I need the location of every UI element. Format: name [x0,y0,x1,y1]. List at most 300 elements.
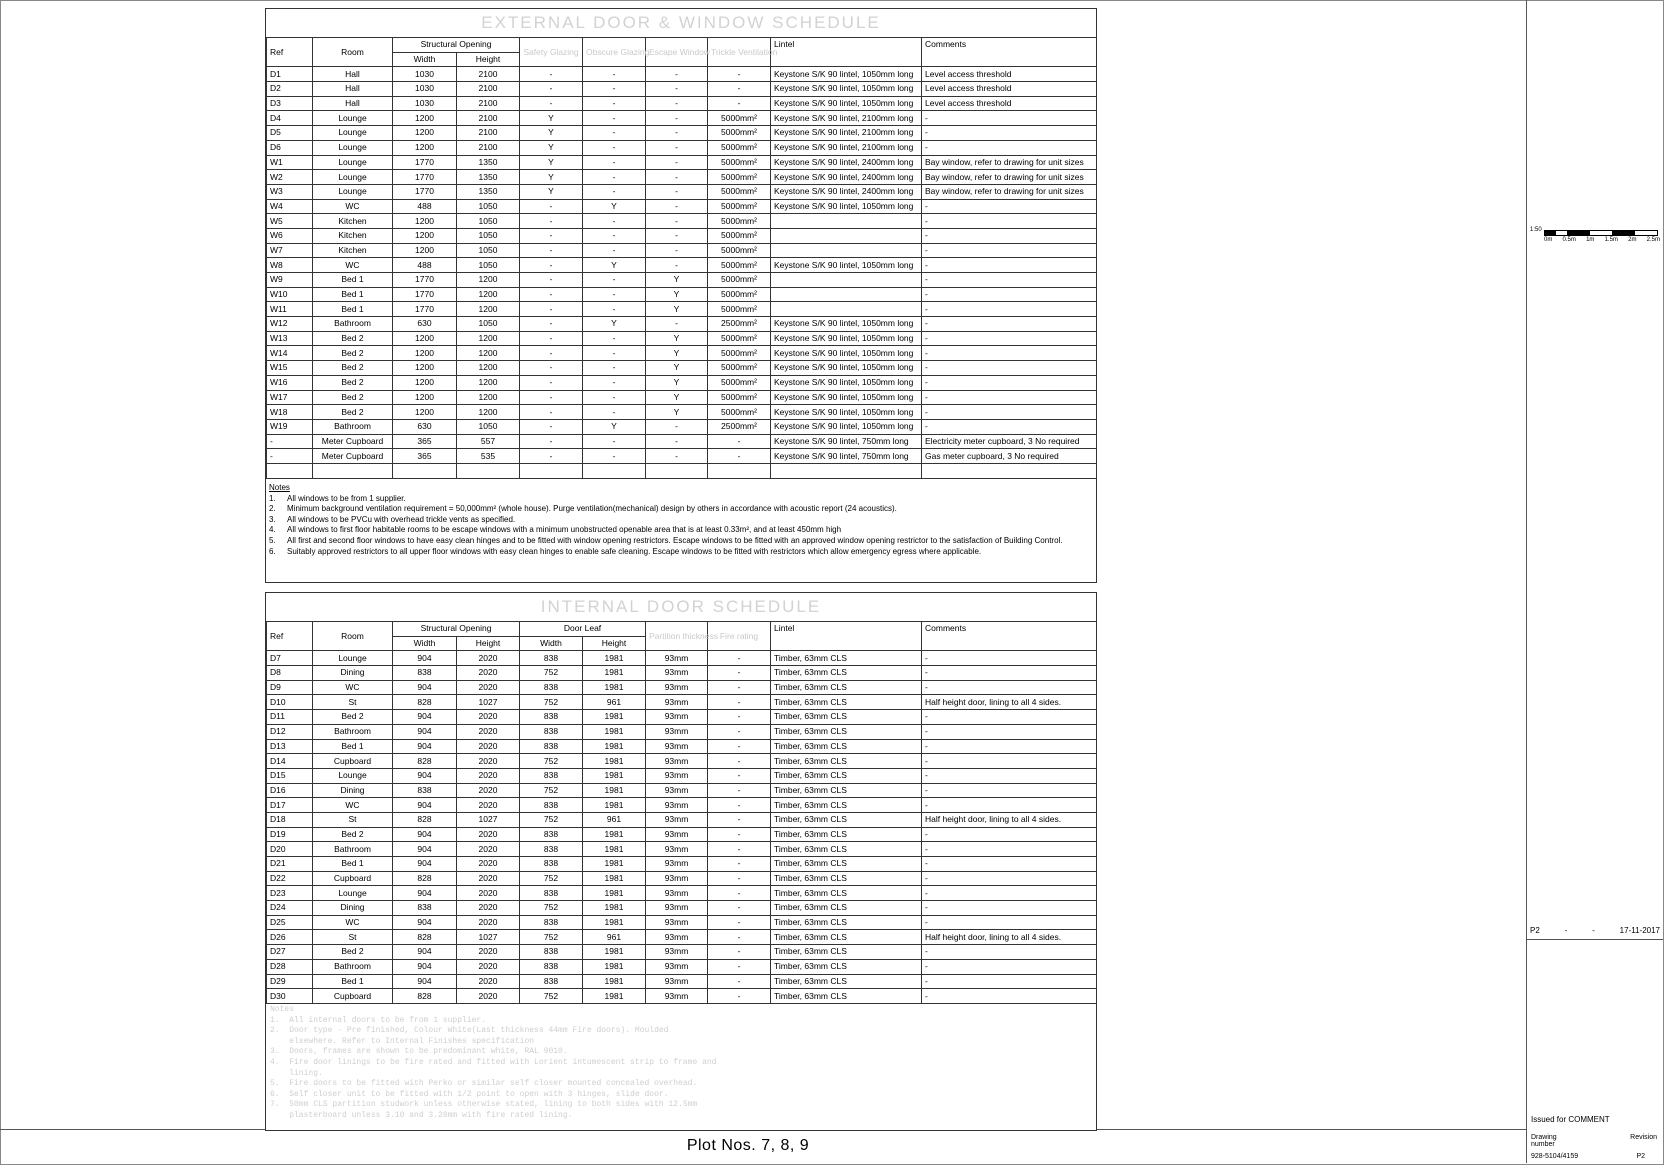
cell-leaf-width: 838 [520,739,583,754]
cell-ref: W11 [267,302,313,317]
table-row [267,405,1097,420]
title-strip [1526,0,1664,1163]
scale-tick-label: 0m [1544,237,1553,243]
cell-comments: - [922,331,1097,346]
table-row [267,155,1097,170]
cell-partition: 93mm [646,901,708,916]
cell-fire-rating: - [708,959,771,974]
cell-fire-rating: - [708,680,771,695]
cell-lintel: Keystone S/K 90 lintel, 2100mm long [771,111,922,126]
cell-lintel: Timber, 63mm CLS [771,915,922,930]
cell-lintel: Timber, 63mm CLS [771,871,922,886]
internal-schedule-table [266,621,1097,1004]
cell-partition: 93mm [646,798,708,813]
cell-c4: 5000mm² [708,126,771,141]
cell-comments: - [922,140,1097,155]
cell-c3: - [646,155,708,170]
cell-width: 904 [393,959,457,974]
cell-comments: - [922,959,1097,974]
cell-ref: D11 [267,710,313,725]
cell-room: Cupboard [313,754,393,769]
cell-comments: - [922,901,1097,916]
cell-c4: 5000mm² [708,346,771,361]
cell-ref: W5 [267,214,313,229]
cell-lintel: Timber, 63mm CLS [771,680,922,695]
cell-fire-rating: - [708,651,771,666]
cell-c1: - [520,67,583,82]
table-row [267,331,1097,346]
cell-lintel: Timber, 63mm CLS [771,768,922,783]
cell-leaf-width: 838 [520,768,583,783]
cell-lintel: Timber, 63mm CLS [771,812,922,827]
cell-height: 2020 [457,827,520,842]
cell-height: 1050 [457,228,520,243]
cell-lintel: Keystone S/K 90 lintel, 2100mm long [771,126,922,141]
cell-c3: - [646,82,708,97]
cell-width: 828 [393,930,457,945]
table-row [267,651,1097,666]
cell-leaf-height: 1981 [583,989,646,1004]
cell-lintel: Keystone S/K 90 lintel, 1050mm long [771,375,922,390]
cell-c1: - [520,317,583,332]
revision-label: Revision [1630,1134,1657,1141]
cell-c3: - [646,126,708,141]
cell-leaf-height: 1981 [583,798,646,813]
cell-comments: - [922,710,1097,725]
cell-c2: - [583,214,646,229]
cell-c2: - [583,302,646,317]
cell-fire-rating: - [708,989,771,1004]
cell-leaf-height: 1981 [583,901,646,916]
cell-width: 828 [393,695,457,710]
header-lintel: Lintel [771,38,922,67]
drawing-number-label: Drawing number [1531,1134,1557,1148]
cell-ref: D1 [267,67,313,82]
cell-ref: D23 [267,886,313,901]
cell-c2: Y [583,199,646,214]
scale-bar-graphic [1544,230,1658,236]
cell-room: WC [313,199,393,214]
cell-height: 2020 [457,871,520,886]
cell-height: 1050 [457,199,520,214]
cell-comments: Half height door, lining to all 4 sides. [922,812,1097,827]
scale-tick-label: 0.5m [1562,237,1576,243]
scale-tick-label: 1m [1586,237,1595,243]
header-width: Width [393,52,457,67]
cell-c2: Y [583,258,646,273]
cell-leaf-height: 1981 [583,710,646,725]
cell-height: 1027 [457,812,520,827]
cell-room: Meter Cupboard [313,449,393,464]
cell-ref: D19 [267,827,313,842]
cell-c3: Y [646,346,708,361]
cell-ref: D16 [267,783,313,798]
note-item [269,504,1089,515]
cell-comments: - [922,989,1097,1004]
cell-height: 2020 [457,945,520,960]
cell-height: 1027 [457,695,520,710]
cell-room: Hall [313,82,393,97]
cell-width: 1200 [393,243,457,258]
cell-width: 904 [393,739,457,754]
cell-comments: - [922,126,1097,141]
cell-height: 2100 [457,82,520,97]
cell-c1: Y [520,155,583,170]
cell-ref: W13 [267,331,313,346]
cell-c2: - [583,390,646,405]
cell-comments: - [922,783,1097,798]
cell-c3: Y [646,361,708,376]
cell-room: Bed 2 [313,390,393,405]
faded-note-line: 2. Door type - Pre finished, Colour White(Last thickness 44mm Fire doors). Moulded [270,1026,669,1036]
external-schedule-title: EXTERNAL DOOR & WINDOW SCHEDULE [481,13,881,32]
cell-c1: Y [520,184,583,199]
header-leaf-width: Width [520,636,583,651]
table-row [267,710,1097,725]
internal-schedule-panel [265,592,1097,1131]
cell-comments: - [922,827,1097,842]
cell-leaf-width: 752 [520,930,583,945]
cell-comments: - [922,842,1097,857]
cell-partition: 93mm [646,945,708,960]
table-row [267,214,1097,229]
cell-c4: 5000mm² [708,199,771,214]
cell-lintel [771,463,922,478]
cell-c1: - [520,361,583,376]
cell-c4: 5000mm² [708,390,771,405]
cell-c2: - [583,434,646,449]
cell-comments: - [922,346,1097,361]
cell-fire-rating: - [708,886,771,901]
table-row [267,463,1097,478]
table-row [267,111,1097,126]
note-number: 4. [269,525,276,535]
cell-width: 1200 [393,111,457,126]
note-number: 6. [269,546,276,556]
cell-c3: - [646,214,708,229]
cell-lintel: Keystone S/K 90 lintel, 1050mm long [771,419,922,434]
cell-height: 2100 [457,111,520,126]
cell-c1: - [520,214,583,229]
cell-ref: D12 [267,724,313,739]
faded-note-line: 3. Doors, frames are shown to be predominant white, RAL 9010. [270,1047,568,1057]
table-row [267,184,1097,199]
cell-c1: - [520,243,583,258]
note-item [269,536,1089,547]
cell-height: 1050 [457,258,520,273]
cell-lintel: Timber, 63mm CLS [771,724,922,739]
cell-ref: D29 [267,974,313,989]
cell-lintel: Keystone S/K 90 lintel, 750mm long [771,434,922,449]
cell-comments: - [922,405,1097,420]
cell-c3: - [646,317,708,332]
cell-room: Bed 1 [313,287,393,302]
cell-c4: 5000mm² [708,140,771,155]
cell-ref: - [267,434,313,449]
cell-room: St [313,930,393,945]
table-row [267,812,1097,827]
cell-comments: - [922,199,1097,214]
cell-width: 1200 [393,361,457,376]
cell-leaf-width: 838 [520,915,583,930]
cell-room: Bed 1 [313,273,393,288]
cell-ref: D28 [267,959,313,974]
cell-c2: - [583,361,646,376]
cell-room: Lounge [313,651,393,666]
note-text: All windows to be from 1 supplier. [287,493,406,503]
cell-fire-rating: - [708,901,771,916]
header-comments: Comments [922,622,1097,651]
table-row [267,930,1097,945]
cell-leaf-width: 838 [520,945,583,960]
cell-room: Bed 2 [313,346,393,361]
cell-leaf-height: 1981 [583,959,646,974]
cell-comments: - [922,258,1097,273]
cell-c1: - [520,346,583,361]
cell-ref: D10 [267,695,313,710]
cell-width: 838 [393,783,457,798]
table-row [267,317,1097,332]
note-number: 5. [269,535,276,545]
cell-room: Bathroom [313,317,393,332]
cell-comments: - [922,915,1097,930]
cell-fire-rating: - [708,871,771,886]
cell-partition: 93mm [646,724,708,739]
plot-numbers: Plot Nos. 7, 8, 9 [686,1137,810,1154]
cell-comments: - [922,680,1097,695]
cell-c4: 5000mm² [708,170,771,185]
cell-height: 2020 [457,680,520,695]
cell-fire-rating: - [708,783,771,798]
cell-width: 1770 [393,155,457,170]
cell-ref: D22 [267,871,313,886]
cell-comments: - [922,739,1097,754]
cell-leaf-width: 838 [520,651,583,666]
cell-comments: - [922,243,1097,258]
cell-leaf-height: 1981 [583,842,646,857]
cell-leaf-height: 1981 [583,666,646,681]
cell-width: 904 [393,915,457,930]
faded-note-line: lining. [270,1068,323,1078]
cell-c4: 5000mm² [708,375,771,390]
header-ref: Ref [267,622,313,651]
cell-room: Bathroom [313,842,393,857]
table-row [267,258,1097,273]
faded-note-line: 4. Fire door linings to be fire rated and fitted with Lorient intumescent strip to frame and [270,1057,717,1067]
cell-c1: - [520,199,583,214]
cell-width: 1200 [393,331,457,346]
scale-tick-label: 2m [1628,237,1637,243]
cell-lintel: Timber, 63mm CLS [771,827,922,842]
cell-width: 1770 [393,273,457,288]
cell-room: Lounge [313,170,393,185]
cell-c4: 5000mm² [708,184,771,199]
cell-height: 1050 [457,419,520,434]
cell-c3: - [646,140,708,155]
header-leaf-height: Height [583,636,646,651]
cell-partition: 93mm [646,739,708,754]
cell-leaf-width: 838 [520,886,583,901]
cell-room: WC [313,915,393,930]
cell-room: Dining [313,783,393,798]
table-row [267,901,1097,916]
cell-ref: D18 [267,812,313,827]
faded-note-line: Notes [270,1005,295,1014]
cell-ref: D17 [267,798,313,813]
cell-comments: - [922,886,1097,901]
external-schedule-table [266,37,1097,479]
cell-c3: - [646,228,708,243]
header-ref: Ref [267,38,313,67]
note-item [269,547,1089,558]
cell-c1: - [520,390,583,405]
cell-lintel: Keystone S/K 90 lintel, 2400mm long [771,170,922,185]
revision-value: P2 [1636,1153,1645,1160]
cell-ref: D14 [267,754,313,769]
cell-c4: 5000mm² [708,287,771,302]
cell-width: 1200 [393,126,457,141]
cell-c2: - [583,243,646,258]
cell-c1: - [520,434,583,449]
note-text: All windows to be PVCu with overhead trickle vents as specified. [287,514,516,524]
drawing-number: 928-5104/4159 [1531,1153,1579,1160]
notes-title: Notes [269,483,290,492]
cell-c1: - [520,228,583,243]
cell-c2: - [583,126,646,141]
faded-note-line: 7. 50mm CLS partition studwork unless otherwise stated, lining to both sides with 12.5mm [270,1100,698,1110]
cell-c4: 2500mm² [708,419,771,434]
cell-room: Lounge [313,140,393,155]
cell-comments: Bay window, refer to drawing for unit sizes [922,155,1097,170]
cell-leaf-width: 838 [520,827,583,842]
cell-lintel: Timber, 63mm CLS [771,710,922,725]
cell-c4: 2500mm² [708,317,771,332]
cell-comments: Gas meter cupboard, 3 No required [922,449,1097,464]
cell-c1 [520,463,583,478]
cell-comments: - [922,754,1097,769]
cell-leaf-height: 1981 [583,827,646,842]
cell-partition: 93mm [646,666,708,681]
cell-lintel: Keystone S/K 90 lintel, 750mm long [771,449,922,464]
table-row [267,67,1097,82]
cell-leaf-width: 752 [520,783,583,798]
cell-ref: W19 [267,419,313,434]
cell-height: 2020 [457,959,520,974]
cell-fire-rating: - [708,724,771,739]
cell-lintel: Timber, 63mm CLS [771,989,922,1004]
cell-room: Bed 2 [313,375,393,390]
cell-comments: - [922,724,1097,739]
cell-lintel: Timber, 63mm CLS [771,739,922,754]
cell-ref: W2 [267,170,313,185]
cell-partition: 93mm [646,989,708,1004]
cell-height: 1200 [457,287,520,302]
cell-height: 2100 [457,96,520,111]
cell-comments: Electricity meter cupboard, 3 No required [922,434,1097,449]
cell-ref: D25 [267,915,313,930]
cell-c3: Y [646,273,708,288]
cell-leaf-width: 838 [520,680,583,695]
cell-width: 904 [393,710,457,725]
cell-c4 [708,463,771,478]
cell-room: Cupboard [313,989,393,1004]
table-row [267,199,1097,214]
cell-comments: Level access threshold [922,96,1097,111]
cell-ref: W8 [267,258,313,273]
cell-c2: - [583,170,646,185]
cell-lintel: Keystone S/K 90 lintel, 1050mm long [771,258,922,273]
title-block [1526,1130,1663,1163]
header-escape-window: Escape Window [646,38,708,67]
cell-lintel [771,228,922,243]
cell-ref: W14 [267,346,313,361]
cell-room: St [313,695,393,710]
cell-height: 2020 [457,974,520,989]
cell-lintel: Timber, 63mm CLS [771,798,922,813]
cell-lintel: Timber, 63mm CLS [771,930,922,945]
cell-ref: D15 [267,768,313,783]
cell-comments: - [922,228,1097,243]
cell-height: 1050 [457,214,520,229]
cell-height: 535 [457,449,520,464]
cell-partition: 93mm [646,842,708,857]
header-obscure-glazing: Obscure Glazing [583,38,646,67]
cell-lintel: Keystone S/K 90 lintel, 1050mm long [771,346,922,361]
cell-room: Bathroom [313,959,393,974]
cell-height: 1350 [457,184,520,199]
cell-ref: D4 [267,111,313,126]
cell-leaf-width: 838 [520,857,583,872]
cell-c2 [583,463,646,478]
cell-lintel: Keystone S/K 90 lintel, 1050mm long [771,390,922,405]
table-row [267,228,1097,243]
cell-height: 557 [457,434,520,449]
cell-height: 2020 [457,886,520,901]
cell-height: 1050 [457,243,520,258]
table-row [267,827,1097,842]
cell-height: 2020 [457,739,520,754]
note-item [269,525,1089,536]
cell-width: 828 [393,754,457,769]
table-row [267,695,1097,710]
note-item [269,494,1089,505]
cell-fire-rating: - [708,798,771,813]
cell-fire-rating: - [708,930,771,945]
cell-partition: 93mm [646,871,708,886]
cell-lintel: Keystone S/K 90 lintel, 1050mm long [771,199,922,214]
cell-c4: - [708,434,771,449]
cell-lintel: Timber, 63mm CLS [771,901,922,916]
cell-width: 904 [393,974,457,989]
scale-tick-label: 1.5m [1604,237,1618,243]
cell-c2: - [583,184,646,199]
header-door-leaf: Door Leaf [520,622,646,637]
cell-lintel [771,214,922,229]
cell-width: 904 [393,827,457,842]
scale-bar [1530,226,1660,248]
cell-room: Bed 2 [313,945,393,960]
cell-c2: - [583,346,646,361]
faded-note-line: plasterboard unless 3.10 and 3.20mm with fire rated lining. [270,1110,573,1120]
cell-c3: - [646,96,708,111]
cell-width: 1030 [393,96,457,111]
cell-ref: W4 [267,199,313,214]
cell-comments: - [922,666,1097,681]
cell-width: 365 [393,434,457,449]
cell-height: 2020 [457,901,520,916]
cell-room: Bed 2 [313,331,393,346]
cell-ref: D5 [267,126,313,141]
